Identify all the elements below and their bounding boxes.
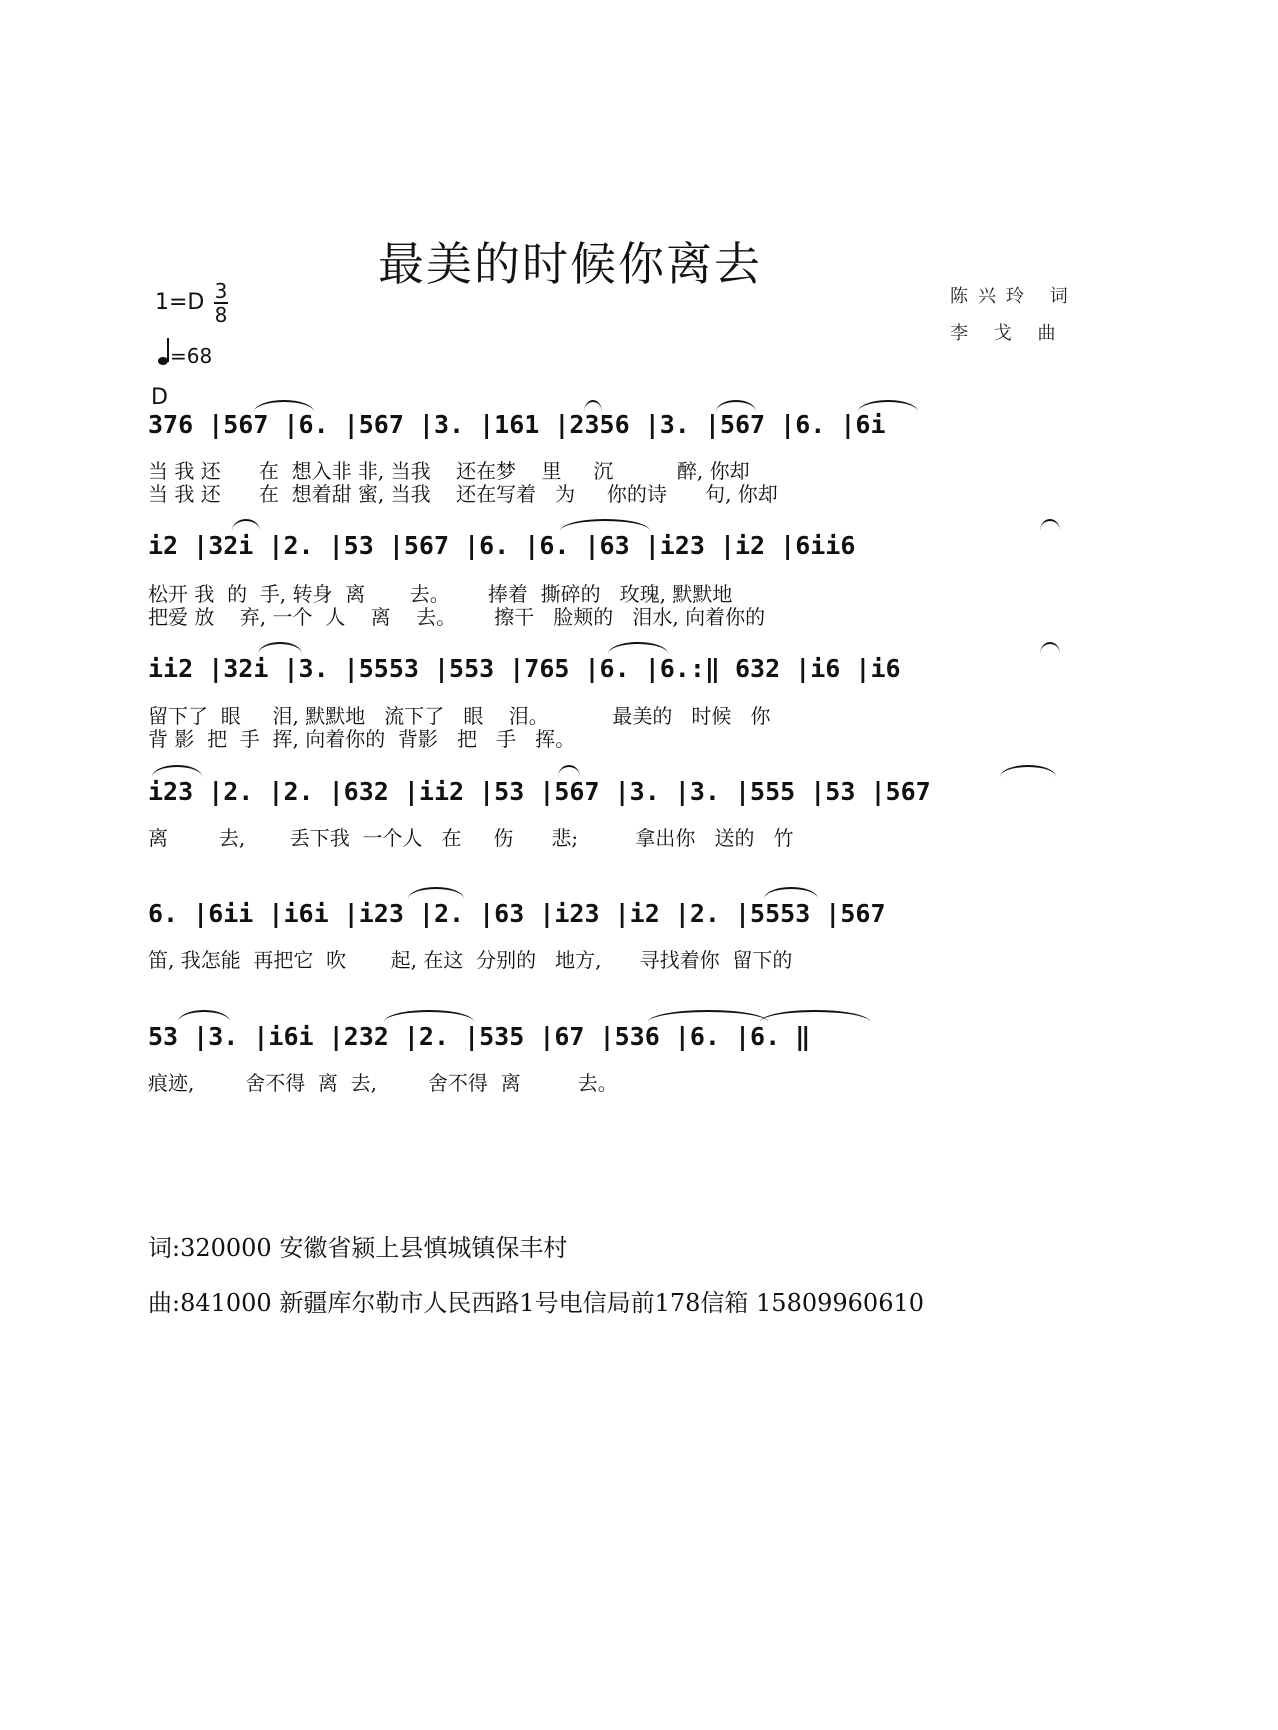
score-row-6-lyrics-verse-1: 痕迹, 舍不得 离 去, 舍不得 离 去。 xyxy=(148,1071,618,1095)
score-row-1-notes: 376 |567 |6. |567 |3. |161 |2356 |3. |567 |6. |6i xyxy=(148,410,886,439)
tempo-value: =68 xyxy=(170,344,213,368)
composer-address: 曲:841000 新疆库尔勒市人民西路1号电信局前178信箱 15809960610 xyxy=(148,1289,925,1317)
score-row-3-notes: ii2 |32i |3. |5553 |553 |765 |6. |6.:‖ 632 |i6 |i6 xyxy=(148,654,901,683)
slur-mark xyxy=(232,519,260,531)
tempo-marking xyxy=(158,344,212,368)
score-row-5-lyrics-verse-1: 笛, 我怎能 再把它 吹 起, 在这 分别的 地方, 寻找着你 留下的 xyxy=(148,948,793,972)
slur-mark xyxy=(648,1010,768,1022)
slur-mark xyxy=(1040,519,1060,531)
slur-mark xyxy=(254,400,314,412)
composer-credit: 李 戈 曲 xyxy=(950,323,1066,344)
time-signature-bottom: 8 xyxy=(214,303,228,327)
slur-mark xyxy=(558,765,580,777)
score-row-1-lyrics-verse-1: 当 我 还 在 想入非 非, 当我 还在梦 里 沉 醉, 你却 xyxy=(148,459,750,483)
score-row-2-notes: i2 |32i |2. |53 |567 |6. |6. |63 |i23 |i2 |6ii6 xyxy=(148,531,856,560)
song-title: 最美的时候你离去 xyxy=(378,237,762,291)
score-row-3-lyrics-verse-2: 背 影 把 手 挥, 向着你的 背影 把 手 挥。 xyxy=(148,727,576,751)
time-signature xyxy=(213,280,229,326)
slur-mark xyxy=(584,400,602,412)
slur-mark xyxy=(258,642,302,654)
score-row-4-notes: i23 |2. |2. |632 |ii2 |53 |567 |3. |3. |555 |53 |567 xyxy=(148,777,931,806)
slur-mark xyxy=(152,765,202,777)
rehearsal-mark: D xyxy=(151,385,168,410)
score-row-5-notes: 6. |6ii |i6i |i23 |2. |63 |i23 |i2 |2. |5553 |567 xyxy=(148,899,886,928)
lyricist-address: 词:320000 安徽省颍上县慎城镇保丰村 xyxy=(148,1234,568,1262)
slur-mark xyxy=(760,1010,870,1022)
time-signature-top: 3 xyxy=(214,279,228,303)
slur-mark xyxy=(716,400,756,412)
key-signature: 1=D xyxy=(155,290,205,315)
score-row-6-notes: 53 |3. |i6i |232 |2. |535 |67 |536 |6. |6. ‖ xyxy=(148,1022,811,1051)
quarter-note-icon xyxy=(158,357,168,365)
slur-mark xyxy=(858,400,918,412)
score-row-1-lyrics-verse-2: 当 我 还 在 想着甜 蜜, 当我 还在写着 为 你的诗 句, 你却 xyxy=(148,482,778,506)
slur-mark xyxy=(1000,765,1056,777)
slur-mark xyxy=(560,519,650,531)
slur-mark xyxy=(1040,642,1060,654)
slur-mark xyxy=(408,887,464,899)
slur-mark xyxy=(384,1010,474,1022)
lyricist-credit: 陈兴玲 词 xyxy=(950,286,1078,307)
slur-mark xyxy=(764,887,818,899)
score-row-4-lyrics-verse-1: 离 去, 丢下我 一个人 在 伤 悲; 拿出你 送的 竹 xyxy=(148,826,794,850)
score-row-3-lyrics-verse-1: 留下了 眼 泪, 默默地 流下了 眼 泪。 最美的 时候 你 xyxy=(148,704,771,728)
slur-mark xyxy=(178,1010,230,1022)
score-row-2-lyrics-verse-2: 把爱 放 弃, 一个 人 离 去。 擦干 脸颊的 泪水, 向着你的 xyxy=(148,605,766,629)
slur-mark xyxy=(608,642,668,654)
score-row-2-lyrics-verse-1: 松开 我 的 手, 转身 离 去。 捧着 撕碎的 玫瑰, 默默地 xyxy=(148,582,733,606)
